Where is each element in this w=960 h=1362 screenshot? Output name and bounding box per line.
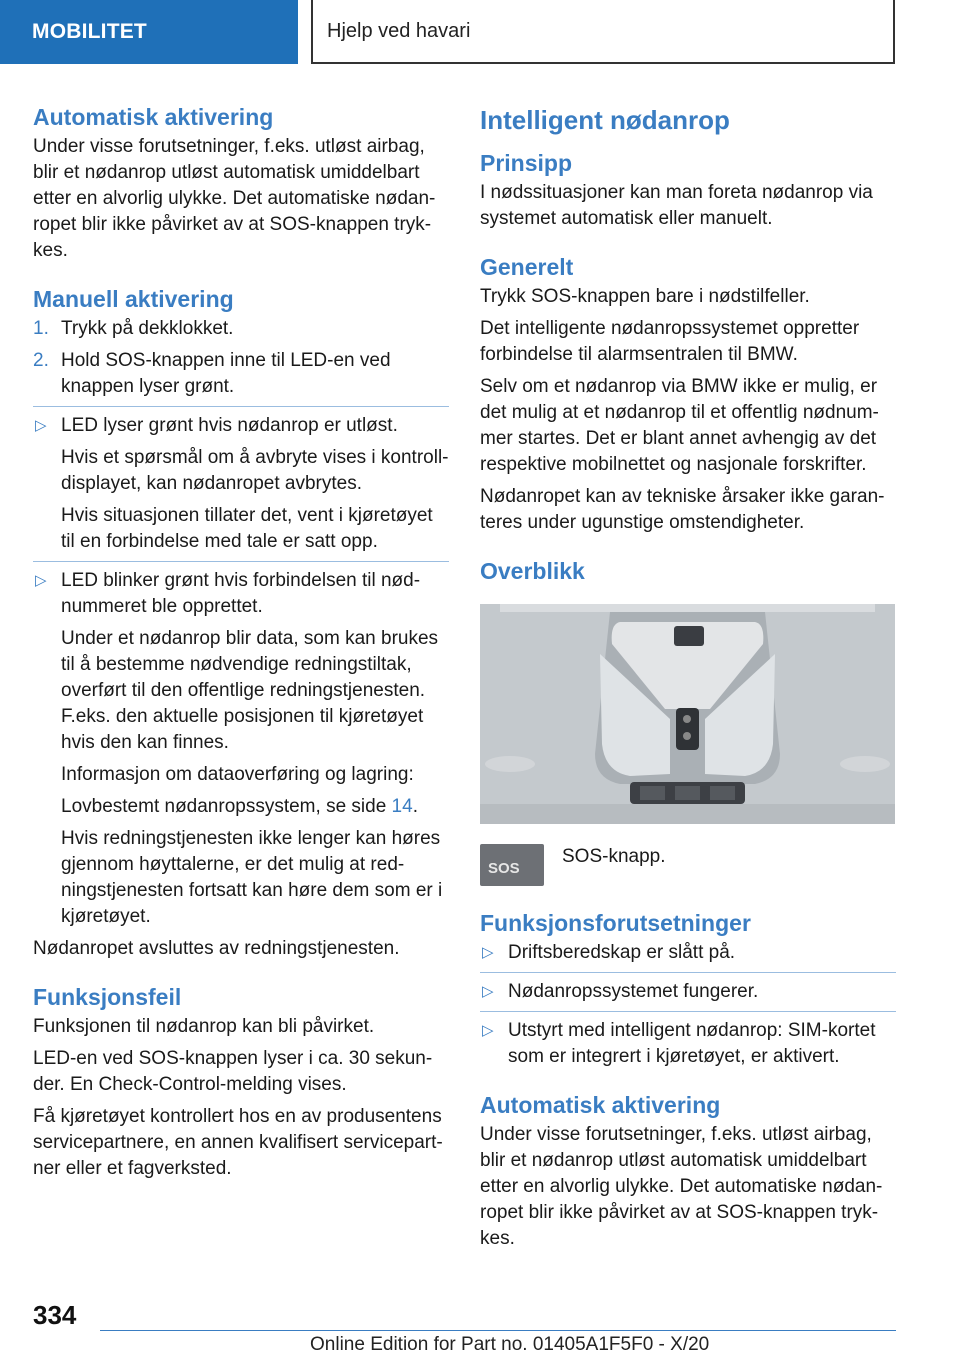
main-heading: Intelligent nødanrop bbox=[480, 105, 730, 135]
overhead-console-illustration bbox=[480, 604, 895, 824]
principle-text: I nødssituasjoner kan man foreta nødanrop via systemet automatisk eller manuelt. bbox=[480, 182, 873, 229]
cross-reference-text: Lovbestemt nødanropssystem, se side bbox=[61, 796, 387, 817]
chapter-title: Hjelp ved havari bbox=[311, 0, 895, 64]
principle-heading: Prinsipp bbox=[480, 150, 573, 176]
page-link[interactable]: 14 bbox=[391, 796, 413, 817]
page-number: 334 bbox=[33, 1300, 77, 1330]
overhead-console-photo bbox=[480, 604, 895, 824]
requirement-item bbox=[480, 979, 896, 1005]
step-number: 2. bbox=[33, 350, 49, 371]
function-requirements-heading: Funksjonsforutsetninger bbox=[480, 910, 751, 936]
sos-caption: SOS-knapp. bbox=[562, 846, 666, 867]
general-paragraph: Selv om et nødanrop via BMW ikke er mulig, er det mulig at et nødanrop til et offentlig nødnummer startes. Det er blant annet avhengig av det respektive mobilnettet og nasjonale forskrifter. bbox=[480, 376, 879, 475]
auto-activation-heading: Automatisk aktivering bbox=[33, 104, 274, 130]
triangle-bullet-icon: ▷ bbox=[35, 572, 47, 589]
sos-button-icon bbox=[480, 844, 544, 886]
bullet-paragraph: Lovbestemt nødanropssystem, se side 14. bbox=[61, 796, 418, 817]
sos-legend bbox=[480, 844, 896, 886]
auto-activation-text: Under visse forutsetninger, f.eks. utløst airbag, blir et nødanrop utløst automatisk umiddelbart etter en alvorlig ulykke. Det automatiske nødanropet blir ikke påvirket av at SOS-knappen trykkes. bbox=[33, 136, 436, 261]
bullet-item bbox=[33, 568, 449, 620]
auto-activation-text-right: Under visse forutsetninger, f.eks. utløst airbag, blir et nødanrop utløst automatisk umiddelbart etter en alvorlig ulykke. Det automatiske nødanropet blir ikke påvirket av at SOS-knappen trykkes. bbox=[480, 1124, 883, 1249]
left-column bbox=[33, 100, 449, 1188]
fault-paragraph: Få kjøretøyet kontrollert hos en av produsentens servicepartnere, en annen kvalifisert servicepartner eller et fagverksted. bbox=[33, 1106, 443, 1179]
bullet-paragraph: Hvis redningstjenesten ikke lenger kan høres gjennom høyttalerne, er det mulig at redningstjenesten fortsatt kan høre dem som er i kjøretøyet. bbox=[61, 828, 443, 927]
footer-divider bbox=[100, 1330, 896, 1331]
requirement-item bbox=[480, 1018, 896, 1070]
bullet-text: LED blinker grønt hvis forbindelsen til nødnummeret ble opprettet. bbox=[61, 570, 421, 617]
general-paragraph: Det intelligente nødanropssystemet oppretter forbindelse til alarmsentralen til BMW. bbox=[480, 318, 860, 365]
auto-activation-heading-right: Automatisk aktivering bbox=[480, 1092, 721, 1118]
fault-paragraph: Funksjonen til nødanrop kan bli påvirket. bbox=[33, 1016, 375, 1037]
step-item bbox=[33, 316, 449, 342]
bullet-paragraph: Informasjon om dataoverføring og lagring: bbox=[61, 764, 414, 785]
end-text: Nødanropet avsluttes av redningstjenesten. bbox=[33, 938, 400, 959]
manual-activation-heading: Manuell aktivering bbox=[33, 286, 234, 312]
bullet-paragraph: Under et nødanrop blir data, som kan brukes til å bestemme nødvendige redningstiltak, overført til den offentlige redningstjenesten. F.eks. den aktuelle posisjonen til kjøretøyet hvis den kan finnes. bbox=[61, 628, 439, 753]
right-column bbox=[480, 100, 896, 1258]
fault-paragraph: LED-en ved SOS-knappen lyser i ca. 30 sekunder. En Check-Control-melding vises. bbox=[33, 1048, 433, 1095]
step-number: 1. bbox=[33, 318, 49, 339]
requirement-text: Utstyrt med intelligent nødanrop: SIM-kortet som er integrert i kjøretøyet, er aktivert. bbox=[508, 1020, 876, 1067]
section-tab: MOBILITET bbox=[0, 0, 298, 64]
bullet-paragraph: Hvis situasjonen tillater det, vent i kjøretøyet til en forbindelse med tale er satt opp. bbox=[61, 505, 433, 552]
step-item bbox=[33, 348, 449, 400]
triangle-bullet-icon: ▷ bbox=[35, 417, 47, 434]
triangle-bullet-icon: ▷ bbox=[482, 944, 494, 961]
step-text: Trykk på dekklokket. bbox=[61, 318, 234, 339]
triangle-bullet-icon: ▷ bbox=[482, 983, 494, 1000]
general-heading: Generelt bbox=[480, 254, 574, 280]
edition-text: Online Edition for Part no. 01405A1F5F0 - X/20 bbox=[310, 1334, 710, 1355]
step-text: Hold SOS-knappen inne til LED-en ved knappen lyser grønt. bbox=[61, 350, 391, 397]
fault-heading: Funksjonsfeil bbox=[33, 984, 182, 1010]
general-paragraph: Trykk SOS-knappen bare i nødstilfeller. bbox=[480, 286, 810, 307]
bullet-paragraph: Hvis et spørsmål om å avbryte vises i kontrolldisplayet, kan nødanropet avbrytes. bbox=[61, 447, 449, 494]
overview-heading: Overblikk bbox=[480, 558, 585, 584]
requirement-text: Nødanropssystemet fungerer. bbox=[508, 981, 759, 1002]
sos-icon-label: SOS bbox=[488, 860, 520, 877]
requirement-item bbox=[480, 940, 896, 966]
bullet-item bbox=[33, 413, 449, 439]
triangle-bullet-icon: ▷ bbox=[482, 1022, 494, 1039]
general-paragraph: Nødanropet kan av tekniske årsaker ikke garanteres under ugunstige omstendigheter. bbox=[480, 486, 885, 533]
requirement-text: Driftsberedskap er slått på. bbox=[508, 942, 736, 963]
bullet-text: LED lyser grønt hvis nødanrop er utløst. bbox=[61, 415, 398, 436]
